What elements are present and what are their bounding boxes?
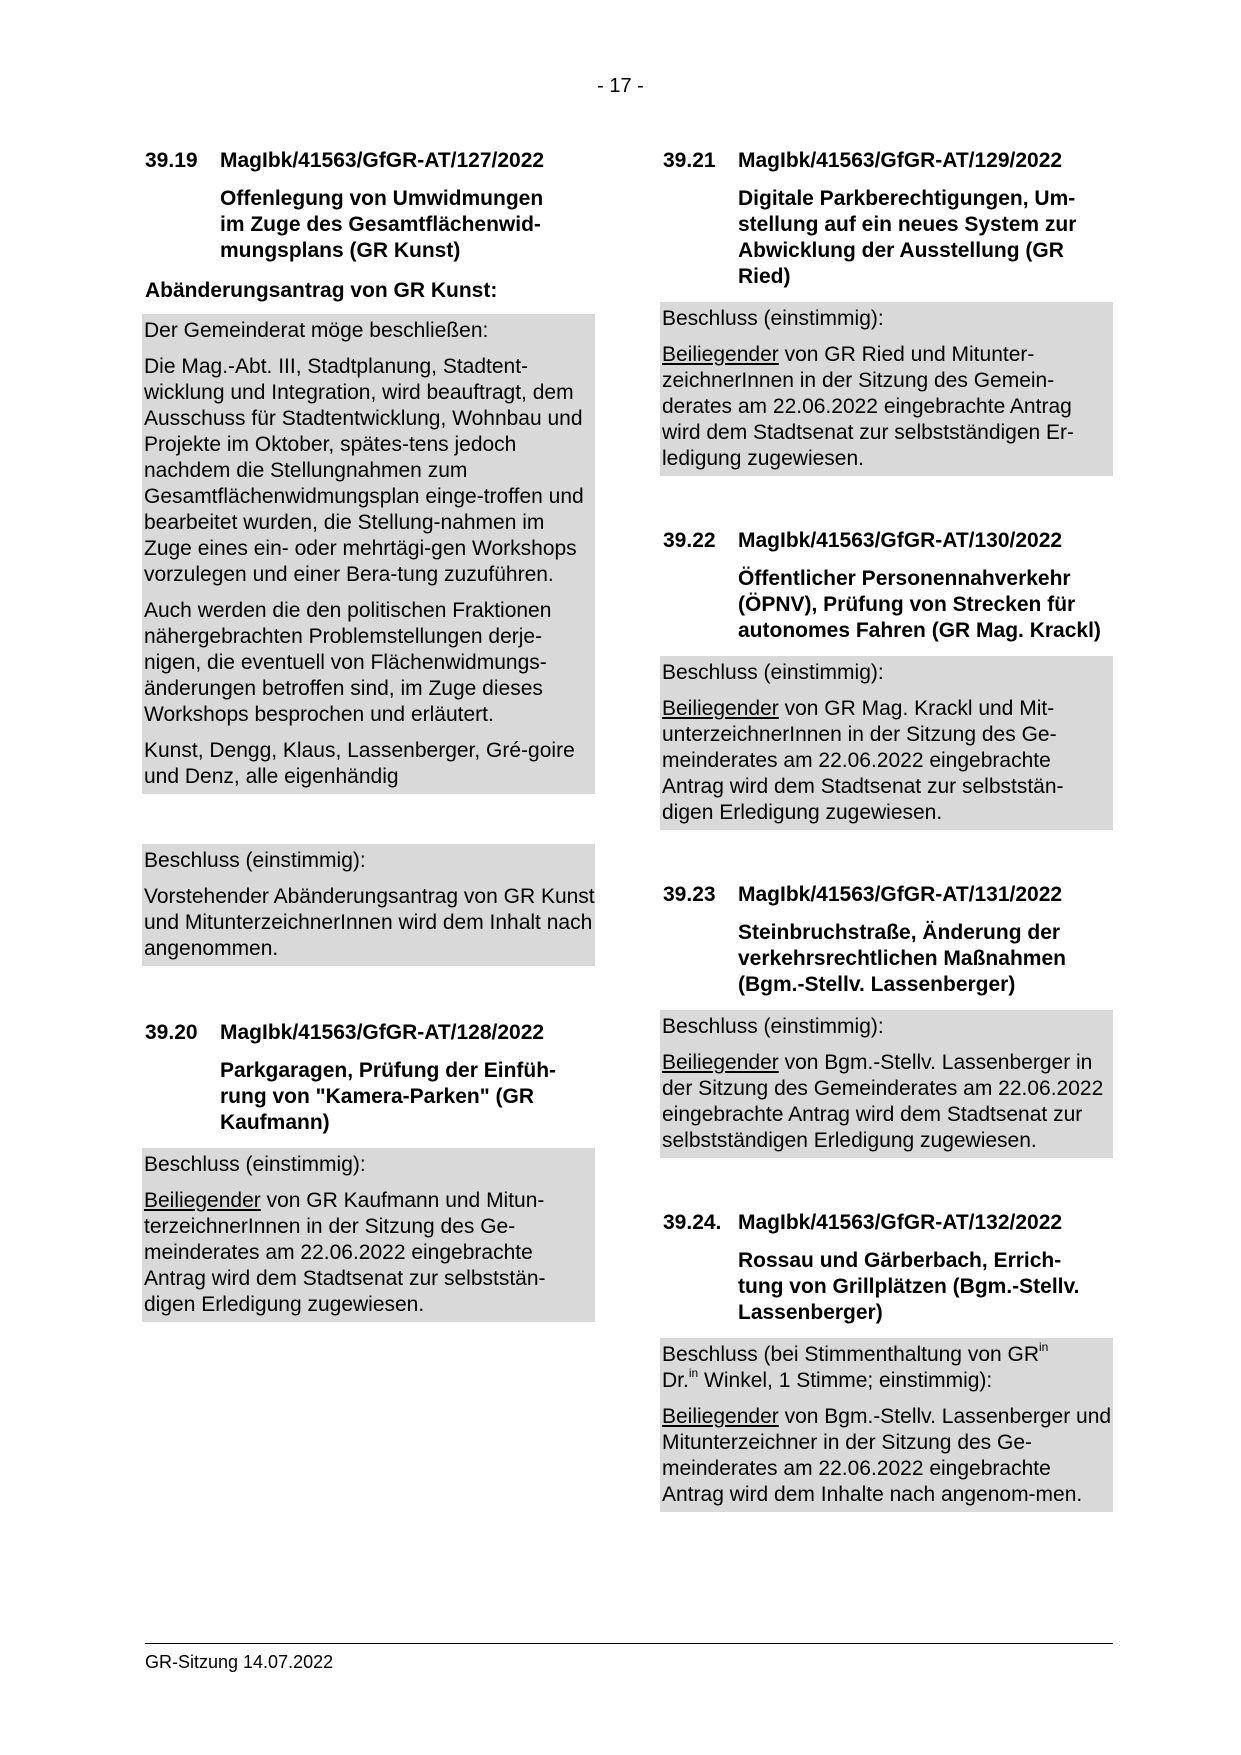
item-number: 39.23 [663, 883, 716, 906]
resolution-box [660, 1010, 1113, 1158]
underlined-word: Beiliegender [144, 1189, 261, 1212]
resolution-label: Beschluss (einstimmig): [144, 849, 366, 872]
item-title: Parkgaragen, Prüfung der Einfüh-rung von "Kamera-Parken" (GR Kaufmann) [220, 1059, 557, 1134]
item-number: 39.21 [663, 149, 716, 172]
item-code: MagIbk/41563/GfGR-AT/131/2022 [738, 883, 1063, 906]
item-title: Rossau und Gärberbach, Errich-tung von Grillplätzen (Bgm.-Stellv. Lassenberger) [738, 1249, 1080, 1324]
amendment-paragraph: Auch werden die den politischen Fraktionen nähergebrachten Problemstellungen derje-nigen, die eventuell von Flächenwidmungs-änderungen betroffen sind, im Zuge dieses Workshops besprochen und erläutert. [144, 599, 552, 726]
item-code: MagIbk/41563/GfGR-AT/128/2022 [220, 1021, 545, 1044]
footer-text: GR-Sitzung 14.07.2022 [145, 1652, 334, 1672]
item-number: 39.24. [663, 1211, 722, 1234]
resolution-box [660, 1338, 1113, 1512]
underlined-word: Beiliegender [662, 343, 779, 366]
resolution-label: Beschluss (einstimmig): [662, 661, 884, 684]
agenda-item-39-19 [145, 148, 595, 966]
resolution-text: Beiliegender von GR Mag. Krackl und Mit-unterzeichnerInnen in der Sitzung des Ge-meinderates am 22.06.2022 eingebrachte Antrag wird dem Stadtsenat zur selbststän-digen Erledigung zugewiesen. [662, 697, 1064, 824]
amendment-intro: Der Gemeinderat möge beschließen: [144, 319, 489, 342]
amendment-box [142, 314, 595, 794]
item-heading [145, 148, 595, 174]
item-heading [663, 148, 1113, 174]
left-column [145, 148, 595, 1336]
agenda-item-39-21 [663, 148, 1113, 476]
item-number: 39.22 [663, 529, 716, 552]
resolution-box [142, 1148, 595, 1322]
underlined-word: Beiliegender [662, 697, 779, 720]
resolution-label: Beschluss (einstimmig): [662, 1015, 884, 1038]
underlined-word: Beiliegender [662, 1405, 779, 1428]
resolution-box [660, 302, 1113, 476]
resolution-text: Vorstehender Abänderungsantrag von GR Kunst und MitunterzeichnerInnen wird dem Inhalt nach angenommen. [144, 885, 595, 960]
item-heading [663, 1210, 1113, 1236]
page-number: - 17 - [597, 75, 644, 97]
item-title: Öffentlicher Personennahverkehr (ÖPNV), Prüfung von Strecken für autonomes Fahren (GR Mag. Krackl) [738, 567, 1101, 642]
right-column [663, 148, 1113, 1526]
item-number: 39.19 [145, 149, 198, 172]
item-title: Digitale Parkberechtigungen, Um-stellung auf ein neues System zur Abwicklung der Ausstellung (GR Ried) [738, 187, 1077, 288]
item-code: MagIbk/41563/GfGR-AT/132/2022 [738, 1211, 1063, 1234]
amendment-paragraph: Die Mag.-Abt. III, Stadtplanung, Stadtent-wicklung und Integration, wird beauftragt, dem Ausschuss für Stadtentwicklung, Wohnbau und Projekte im Oktober, spätes-tens jedoch nachdem die Stellungnahmen zum Gesamtflächenwidmungsplan einge-troffen und bearbeitet wurden, die Stellung-nahmen im Zuge eines ein- oder mehrtägi-gen Workshops vorzulegen und einer Bera-tung zuzuführen. [144, 355, 584, 586]
agenda-item-39-22 [663, 528, 1113, 830]
agenda-item-39-24 [663, 1210, 1113, 1512]
item-number: 39.20 [145, 1021, 198, 1044]
item-heading [145, 1020, 595, 1046]
footer-divider [145, 1643, 1113, 1644]
agenda-item-39-23 [663, 882, 1113, 1158]
item-code: MagIbk/41563/GfGR-AT/127/2022 [220, 149, 545, 172]
amendment-signatories: Kunst, Dengg, Klaus, Lassenberger, Gré-goire und Denz, alle eigenhändig [144, 739, 575, 788]
resolution-box [142, 844, 595, 966]
resolution-label: Beschluss (einstimmig): [144, 1153, 366, 1176]
agenda-item-39-20 [145, 1020, 595, 1322]
item-heading [663, 882, 1113, 908]
item-title: Offenlegung von Umwidmungen im Zuge des Gesamtflächenwid-mungsplans (GR Kunst) [220, 187, 544, 262]
resolution-box [660, 656, 1113, 830]
resolution-text: Beiliegender von GR Ried und Mitunter-zeichnerInnen in der Sitzung des Gemein-derates am 22.06.2022 eingebrachte Antrag wird dem Stadtsenat zur selbstständigen Er-ledigung zugewiesen. [662, 343, 1075, 470]
item-code: MagIbk/41563/GfGR-AT/130/2022 [738, 529, 1063, 552]
resolution-text: Beiliegender von Bgm.-Stellv. Lassenberger und Mitunterzeichner in der Sitzung des Ge-meinderates am 22.06.2022 eingebrachte Antrag wird dem Inhalte nach angenom-men. [662, 1405, 1112, 1506]
amendment-heading: Abänderungsantrag von GR Kunst: [145, 279, 498, 302]
item-heading [663, 528, 1113, 554]
resolution-text: Beiliegender von Bgm.-Stellv. Lassenberger in der Sitzung des Gemeinderates am 22.06.2022 eingebrachte Antrag wird dem Stadtsenat zur selbstständigen Erledigung zugewiesen. [662, 1051, 1104, 1152]
resolution-text: Beiliegender von GR Kaufmann und Mitun-terzeichnerInnen in der Sitzung des Ge-meinderates am 22.06.2022 eingebrachte Antrag wird dem Stadtsenat zur selbststän-digen Erledigung zugewiesen. [144, 1189, 546, 1316]
resolution-label: Beschluss (bei Stimmenthaltung von $GR^{in}$ Dr.$^{in}$ Winkel, 1 Stimme; einstimmig): [662, 1340, 1049, 1392]
item-title: Steinbruchstraße, Änderung der verkehrsrechtlichen Maßnahmen (Bgm.-Stellv. Lassenberger) [738, 921, 1066, 996]
underlined-word: Beiliegender [662, 1051, 779, 1074]
item-code: MagIbk/41563/GfGR-AT/129/2022 [738, 149, 1063, 172]
resolution-label: Beschluss (einstimmig): [662, 307, 884, 330]
